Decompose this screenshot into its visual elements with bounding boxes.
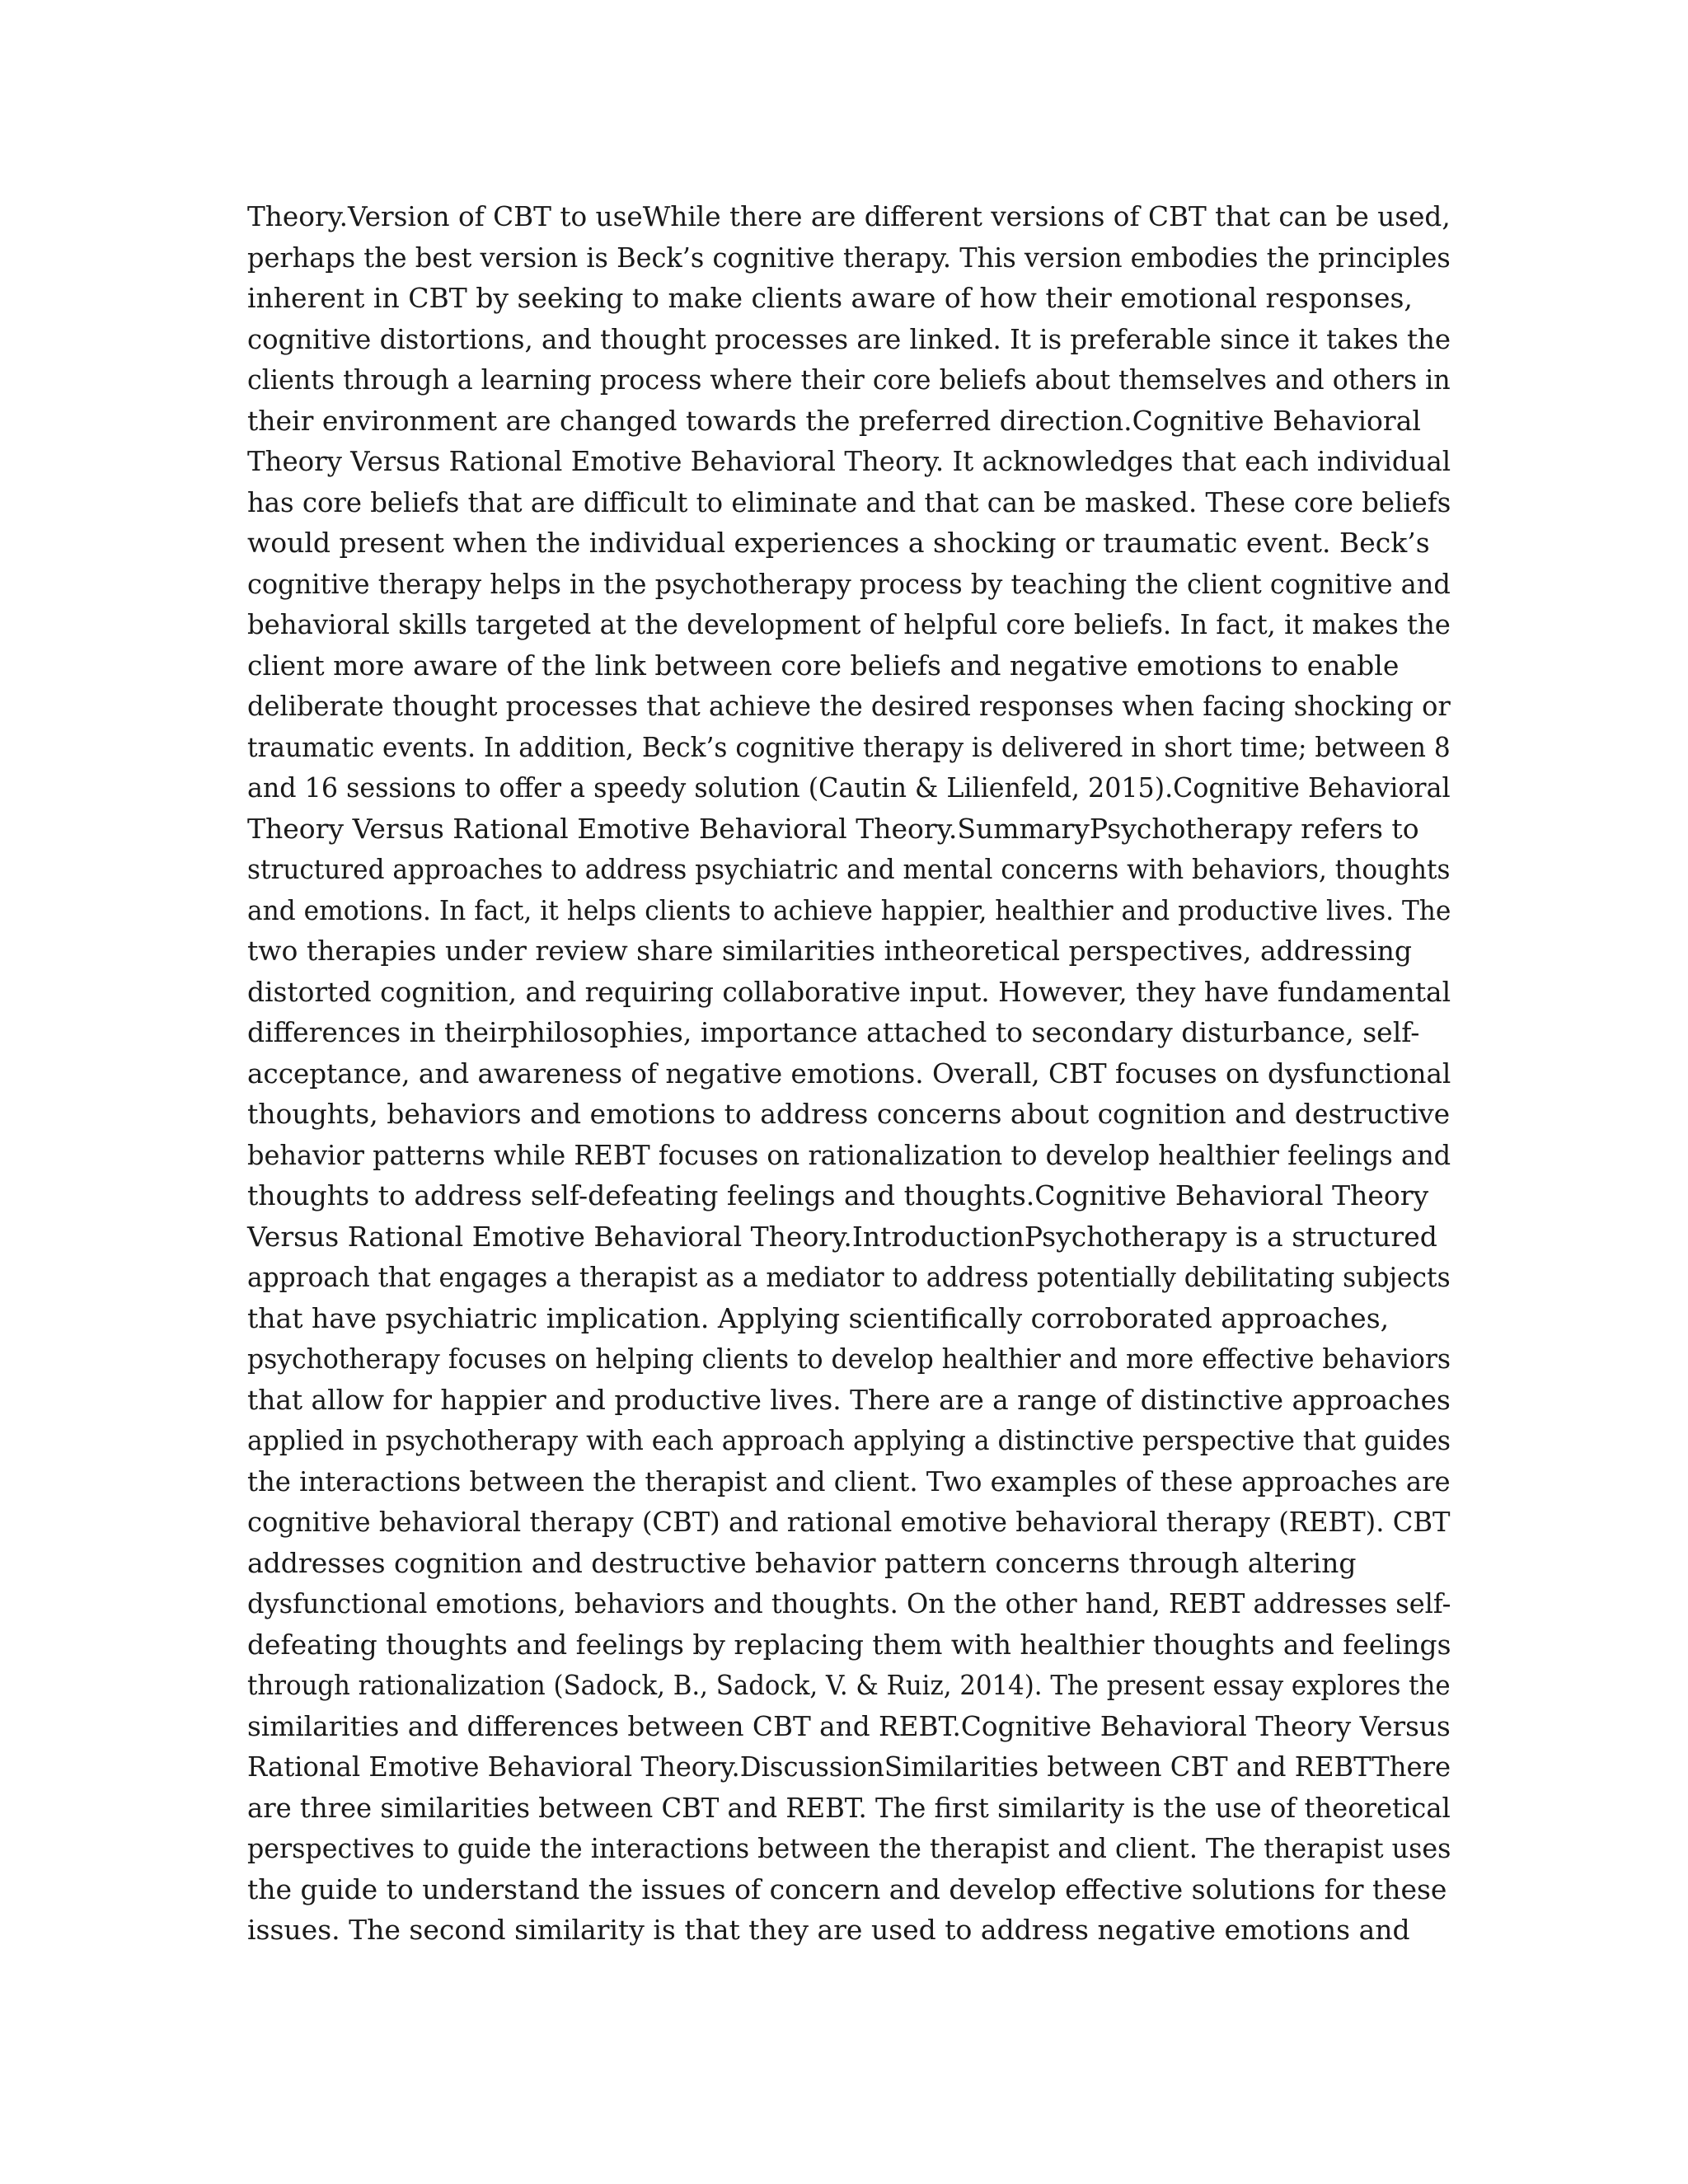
- text-line: differences in theirphilosophies, importance attached to secondary disturbance, self-: [247, 1016, 1420, 1048]
- text-line: the interactions between the therapist and client. Two examples of these approaches are: [247, 1465, 1451, 1497]
- text-line: behavior patterns while REBT focuses on rationalization to develop healthier feelings and: [247, 1138, 1451, 1171]
- text-line: traumatic events. In addition, Beck’s cognitive therapy is delivered in short time; between 8: [247, 730, 1451, 763]
- text-line: Theory.Version of CBT to useWhile there are different versions of CBT that can be used,: [247, 200, 1451, 232]
- text-line: the guide to understand the issues of concern and develop effective solutions for these: [247, 1872, 1447, 1905]
- text-line: through rationalization (Sadock, B., Sadock, V. & Ruiz, 2014). The present essay explores the: [247, 1669, 1451, 1701]
- body-text: [247, 196, 1451, 1951]
- text-line: and emotions. In fact, it helps clients to achieve happier, healthier and productive lives. The: [247, 893, 1451, 926]
- text-line: cognitive distortions, and thought processes are linked. It is preferable since it takes the: [247, 322, 1451, 355]
- text-line: cognitive behavioral therapy (CBT) and rational emotive behavioral therapy (REBT). CBT: [247, 1506, 1451, 1538]
- text-line: inherent in CBT by seeking to make clients aware of how their emotional responses,: [247, 282, 1413, 314]
- text-line: addresses cognition and destructive behavior pattern concerns through altering: [247, 1546, 1357, 1579]
- text-line: deliberate thought processes that achieve the desired responses when facing shocking or: [247, 690, 1451, 722]
- text-line: their environment are changed towards the preferred direction.Cognitive Behavioral: [247, 404, 1421, 437]
- text-line: are three similarities between CBT and REBT. The first similarity is the use of theoretical: [247, 1791, 1451, 1824]
- text-line: that allow for happier and productive lives. There are a range of distinctive approaches: [247, 1383, 1451, 1416]
- text-line: approach that engages a therapist as a mediator to address potentially debilitating subjects: [247, 1261, 1451, 1293]
- text-line: would present when the individual experiences a shocking or traumatic event. Beck’s: [247, 527, 1430, 559]
- text-line: Theory Versus Rational Emotive Behavioral Theory. It acknowledges that each individual: [247, 445, 1451, 477]
- text-line: dysfunctional emotions, behaviors and thoughts. On the other hand, REBT addresses self-: [247, 1587, 1451, 1619]
- text-line: psychotherapy focuses on helping clients to develop healthier and more effective behaviors: [247, 1343, 1451, 1375]
- text-line: and 16 sessions to offer a speedy solution (Cautin & Lilienfeld, 2015).Cognitive Behavioral: [247, 771, 1451, 804]
- text-line: applied in psychotherapy with each approach applying a distinctive perspective that guides: [247, 1424, 1451, 1456]
- text-line: thoughts, behaviors and emotions to address concerns about cognition and destructive: [247, 1098, 1451, 1130]
- text-line: that have psychiatric implication. Applying scientifically corroborated approaches,: [247, 1301, 1390, 1334]
- text-line: distorted cognition, and requiring collaborative input. However, they have fundamental: [247, 975, 1451, 1008]
- text-line: similarities and differences between CBT and REBT.Cognitive Behavioral Theory Versus: [247, 1709, 1451, 1742]
- text-line: structured approaches to address psychiatric and mental concerns with behaviors, thoughts: [247, 853, 1451, 885]
- text-line: Versus Rational Emotive Behavioral Theory.IntroductionPsychotherapy is a structured: [247, 1220, 1437, 1253]
- text-line: perspectives to guide the interactions between the therapist and client. The therapist uses: [247, 1832, 1451, 1864]
- text-line: Rational Emotive Behavioral Theory.DiscussionSimilarities between CBT and REBTThere: [247, 1750, 1451, 1783]
- text-line: has core beliefs that are difficult to eliminate and that can be masked. These core beliefs: [247, 485, 1451, 518]
- text-line: acceptance, and awareness of negative emotions. Overall, CBT focuses on dysfunctional: [247, 1057, 1451, 1090]
- text-line: two therapies under review share similarities intheoretical perspectives, addressing: [247, 935, 1412, 967]
- text-line: issues. The second similarity is that they are used to address negative emotions and: [247, 1914, 1410, 1946]
- text-line: behavioral skills targeted at the development of helpful core beliefs. In fact, it makes the: [247, 608, 1451, 640]
- text-line: client more aware of the link between core beliefs and negative emotions to enable: [247, 649, 1400, 682]
- text-line: Theory Versus Rational Emotive Behavioral Theory.SummaryPsychotherapy refers to: [247, 812, 1419, 845]
- text-line: clients through a learning process where their core beliefs about themselves and others in: [247, 363, 1451, 396]
- text-line: defeating thoughts and feelings by replacing them with healthier thoughts and feelings: [247, 1628, 1451, 1661]
- text-line: perhaps the best version is Beck’s cognitive therapy. This version embodies the principles: [247, 241, 1451, 274]
- text-line: thoughts to address self-defeating feelings and thoughts.Cognitive Behavioral Theory: [247, 1179, 1429, 1212]
- text-line: cognitive therapy helps in the psychotherapy process by teaching the client cognitive and: [247, 567, 1451, 600]
